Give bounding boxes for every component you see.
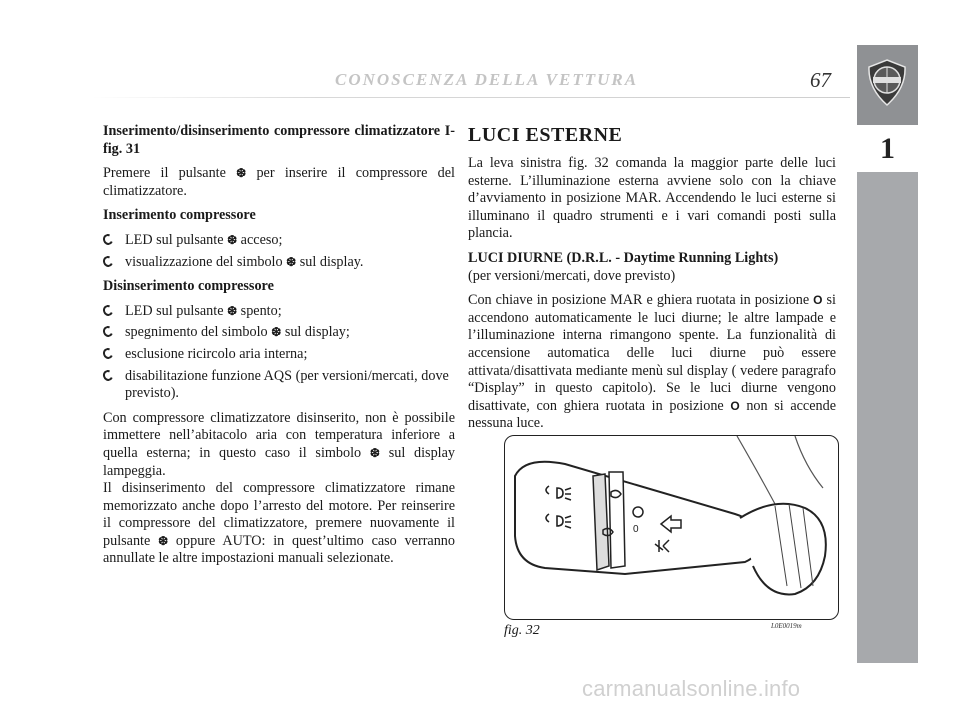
- drl-description: Con chiave in posizione MAR e ghiera ruotata in posizione O si accendono automaticamente le luci diurne; le altre lampade e l’illuminazione interna rimangono spente. La funzionalità di accensione automatica delle luci diurne può essere attivata/disattivata mediante menù sul display ( vedere paragrafo “Display” in questo capitolo). Se le luci diurne vengono disattivate, con ghiera ruotata in posizione O non si accende nessuna luce.: [468, 292, 837, 432]
- list-item: LED sul pulsante ❆ acceso;: [103, 232, 455, 250]
- right-column: [468, 123, 836, 440]
- compressor-off-list: [103, 303, 455, 403]
- section-title: LUCI ESTERNE: [468, 124, 623, 146]
- snowflake-icon: ❆: [227, 232, 238, 247]
- ring-position-o-icon: O: [730, 398, 740, 413]
- page-number: 67: [810, 68, 831, 92]
- compressor-intro: Premere il pulsante ❆ per inserire il compressore del climatizzatore.: [103, 165, 455, 199]
- list-item: LED sul pulsante ❆ spento;: [103, 303, 455, 321]
- drl-subheading: (per versioni/mercati, dove previsto): [468, 267, 676, 284]
- snowflake-icon: ❆: [286, 254, 297, 269]
- compressor-section-heading: Inserimento/disinserimento compressore climatizzatore I-fig. 31: [103, 123, 455, 157]
- bullet-icon: [101, 325, 114, 339]
- bullet-icon: [101, 254, 114, 268]
- bullet-icon: [101, 303, 114, 317]
- snowflake-icon: ❆: [236, 166, 247, 181]
- brand-logo-icon: [864, 58, 910, 108]
- bullet-icon: [101, 347, 114, 361]
- bullet-icon: [101, 233, 114, 247]
- header-rule: [92, 97, 850, 98]
- figure-code: L0E0019m: [771, 622, 802, 630]
- compressor-off-heading: Disinserimento compressore: [103, 278, 274, 295]
- running-header-title: CONOSCENZA DELLA VETTURA: [335, 70, 639, 89]
- drl-heading: LUCI DIURNE (D.R.L. - Daytime Running Lights): [468, 249, 779, 266]
- lever-position-zero-label: 0: [633, 524, 639, 535]
- light-lever-illustration: [505, 436, 838, 619]
- compressor-on-heading: Inserimento compressore: [103, 207, 256, 224]
- chapter-tab-number[interactable]: 1: [857, 125, 918, 172]
- compressor-note-2: Il disinserimento del compressore climatizzatore rimane memorizzato anche dopo l’arresto del motore. Per reinserire il compressore del climatizzatore, premere nuovamente il pulsante ❆ oppure AUTO: in quest’ultimo caso verranno annullate le altre impostazioni manuali selezionate.: [103, 480, 455, 567]
- left-column: [103, 123, 455, 575]
- list-item: esclusione ricircolo aria interna;: [103, 346, 455, 364]
- exterior-lights-intro: La leva sinistra fig. 32 comanda la maggior parte delle luci esterne. L’illuminazione esterna avviene solo con la chiave d’avviamento in posizione MAR. Accendendo le luci esterne si illuminano il quadro strumenti e i vari comandi posti sulla plancia.: [468, 155, 836, 242]
- figure-caption: fig. 32: [504, 623, 540, 638]
- list-item: disabilitazione funzione AQS (per versioni/mercati, dove previsto).: [103, 368, 455, 403]
- list-item: visualizzazione del simbolo ❆ sul display.: [103, 254, 455, 272]
- site-watermark: carmanualsonline.info: [582, 676, 801, 701]
- bullet-icon: [101, 368, 114, 382]
- snowflake-icon: ❆: [158, 533, 169, 548]
- snowflake-icon: ❆: [369, 445, 380, 460]
- snowflake-icon: ❆: [271, 325, 282, 340]
- list-item: spegnimento del simbolo ❆ sul display;: [103, 324, 455, 342]
- snowflake-icon: ❆: [227, 303, 238, 318]
- compressor-note-1: Con compressore climatizzatore disinserito, non è possibile immettere nell’abitacolo aria con temperatura inferiore a quella esterna; in questo caso il simbolo ❆ sul display lampeggia.: [103, 409, 456, 479]
- figure-32-light-lever: [504, 435, 839, 620]
- ring-position-o-icon: O: [813, 293, 823, 308]
- compressor-on-list: [103, 232, 455, 271]
